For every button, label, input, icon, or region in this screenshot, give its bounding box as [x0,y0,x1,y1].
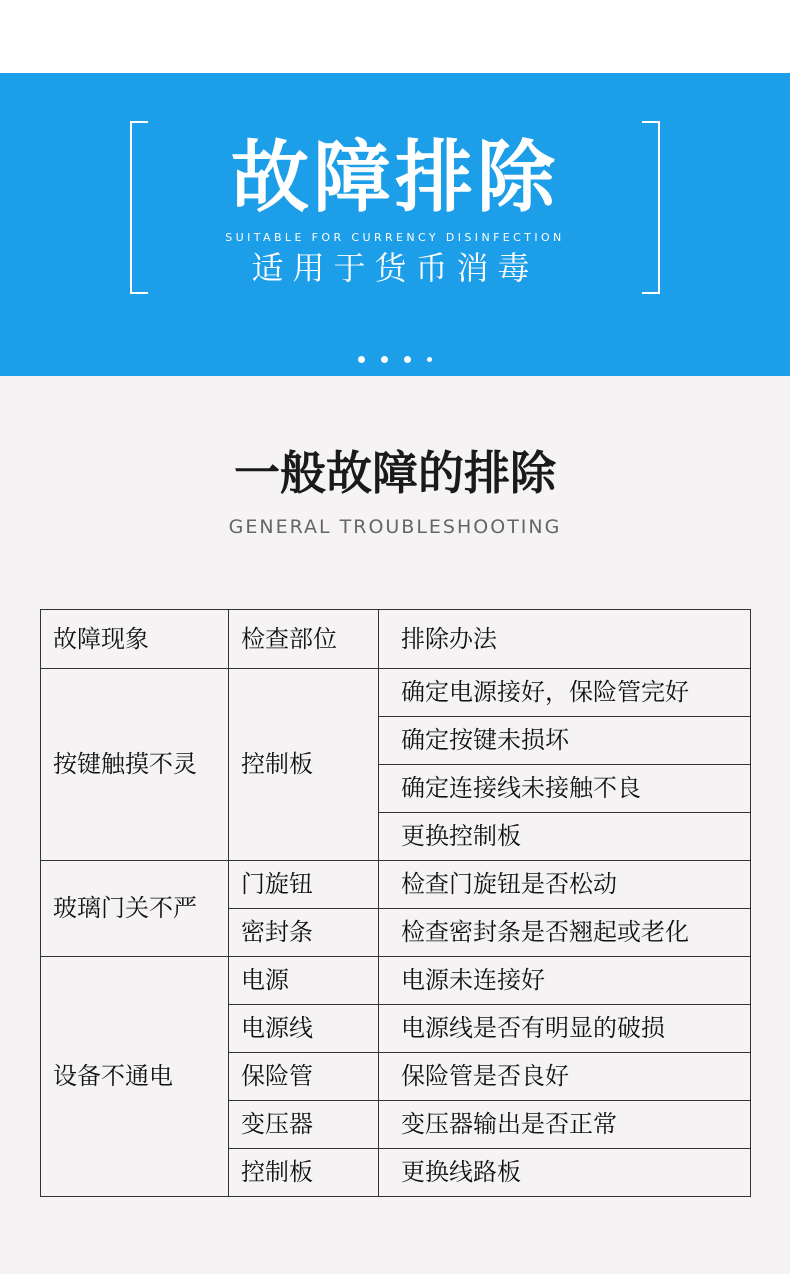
header-banner [0,73,790,376]
table-row [41,669,751,717]
header-part: 检查部位 [229,610,379,669]
solution-cell: 更换线路板 [379,1149,751,1197]
solution-cell: 电源未连接好 [379,957,751,1005]
solution-cell: 电源线是否有明显的破损 [379,1005,751,1053]
table-header-row [41,610,751,669]
symptom-cell: 玻璃门关不严 [41,861,229,957]
troubleshooting-table [40,609,751,1197]
top-margin [0,0,790,73]
table-row [41,957,751,1005]
solution-cell: 确定按键未损坏 [379,717,751,765]
part-cell: 变压器 [229,1101,379,1149]
section-title: 一般故障的排除 [234,446,556,500]
solution-cell: 保险管是否良好 [379,1053,751,1101]
header-solution: 排除办法 [379,610,751,669]
part-cell: 门旋钮 [229,861,379,909]
solution-cell: 确定电源接好，保险管完好 [379,669,751,717]
solution-cell: 变压器输出是否正常 [379,1101,751,1149]
symptom-cell: 按键触摸不灵 [41,669,229,861]
solution-cell: 更换控制板 [379,813,751,861]
part-cell: 密封条 [229,909,379,957]
header-symptom: 故障现象 [41,610,229,669]
part-cell: 电源线 [229,1005,379,1053]
carousel-dots [0,349,790,359]
banner-subtitle-en: SUITABLE FOR CURRENCY DISINFECTION [225,231,565,244]
symptom-cell: 设备不通电 [41,957,229,1197]
dot-indicator [358,356,365,363]
section-subtitle-en: GENERAL TROUBLESHOOTING [228,516,562,538]
dot-indicator [404,356,411,363]
part-cell: 保险管 [229,1053,379,1101]
solution-cell: 检查门旋钮是否松动 [379,861,751,909]
banner-title: 故障排除 [230,133,559,223]
solution-cell: 确定连接线未接触不良 [379,765,751,813]
part-cell: 控制板 [229,1149,379,1197]
part-cell: 电源 [229,957,379,1005]
solution-cell: 检查密封条是否翘起或老化 [379,909,751,957]
dot-indicator [427,357,432,362]
table-row [41,861,751,909]
dot-indicator [381,356,388,363]
part-cell: 控制板 [229,669,379,861]
banner-subtitle-cn: 适用于货币消毒 [251,249,539,287]
